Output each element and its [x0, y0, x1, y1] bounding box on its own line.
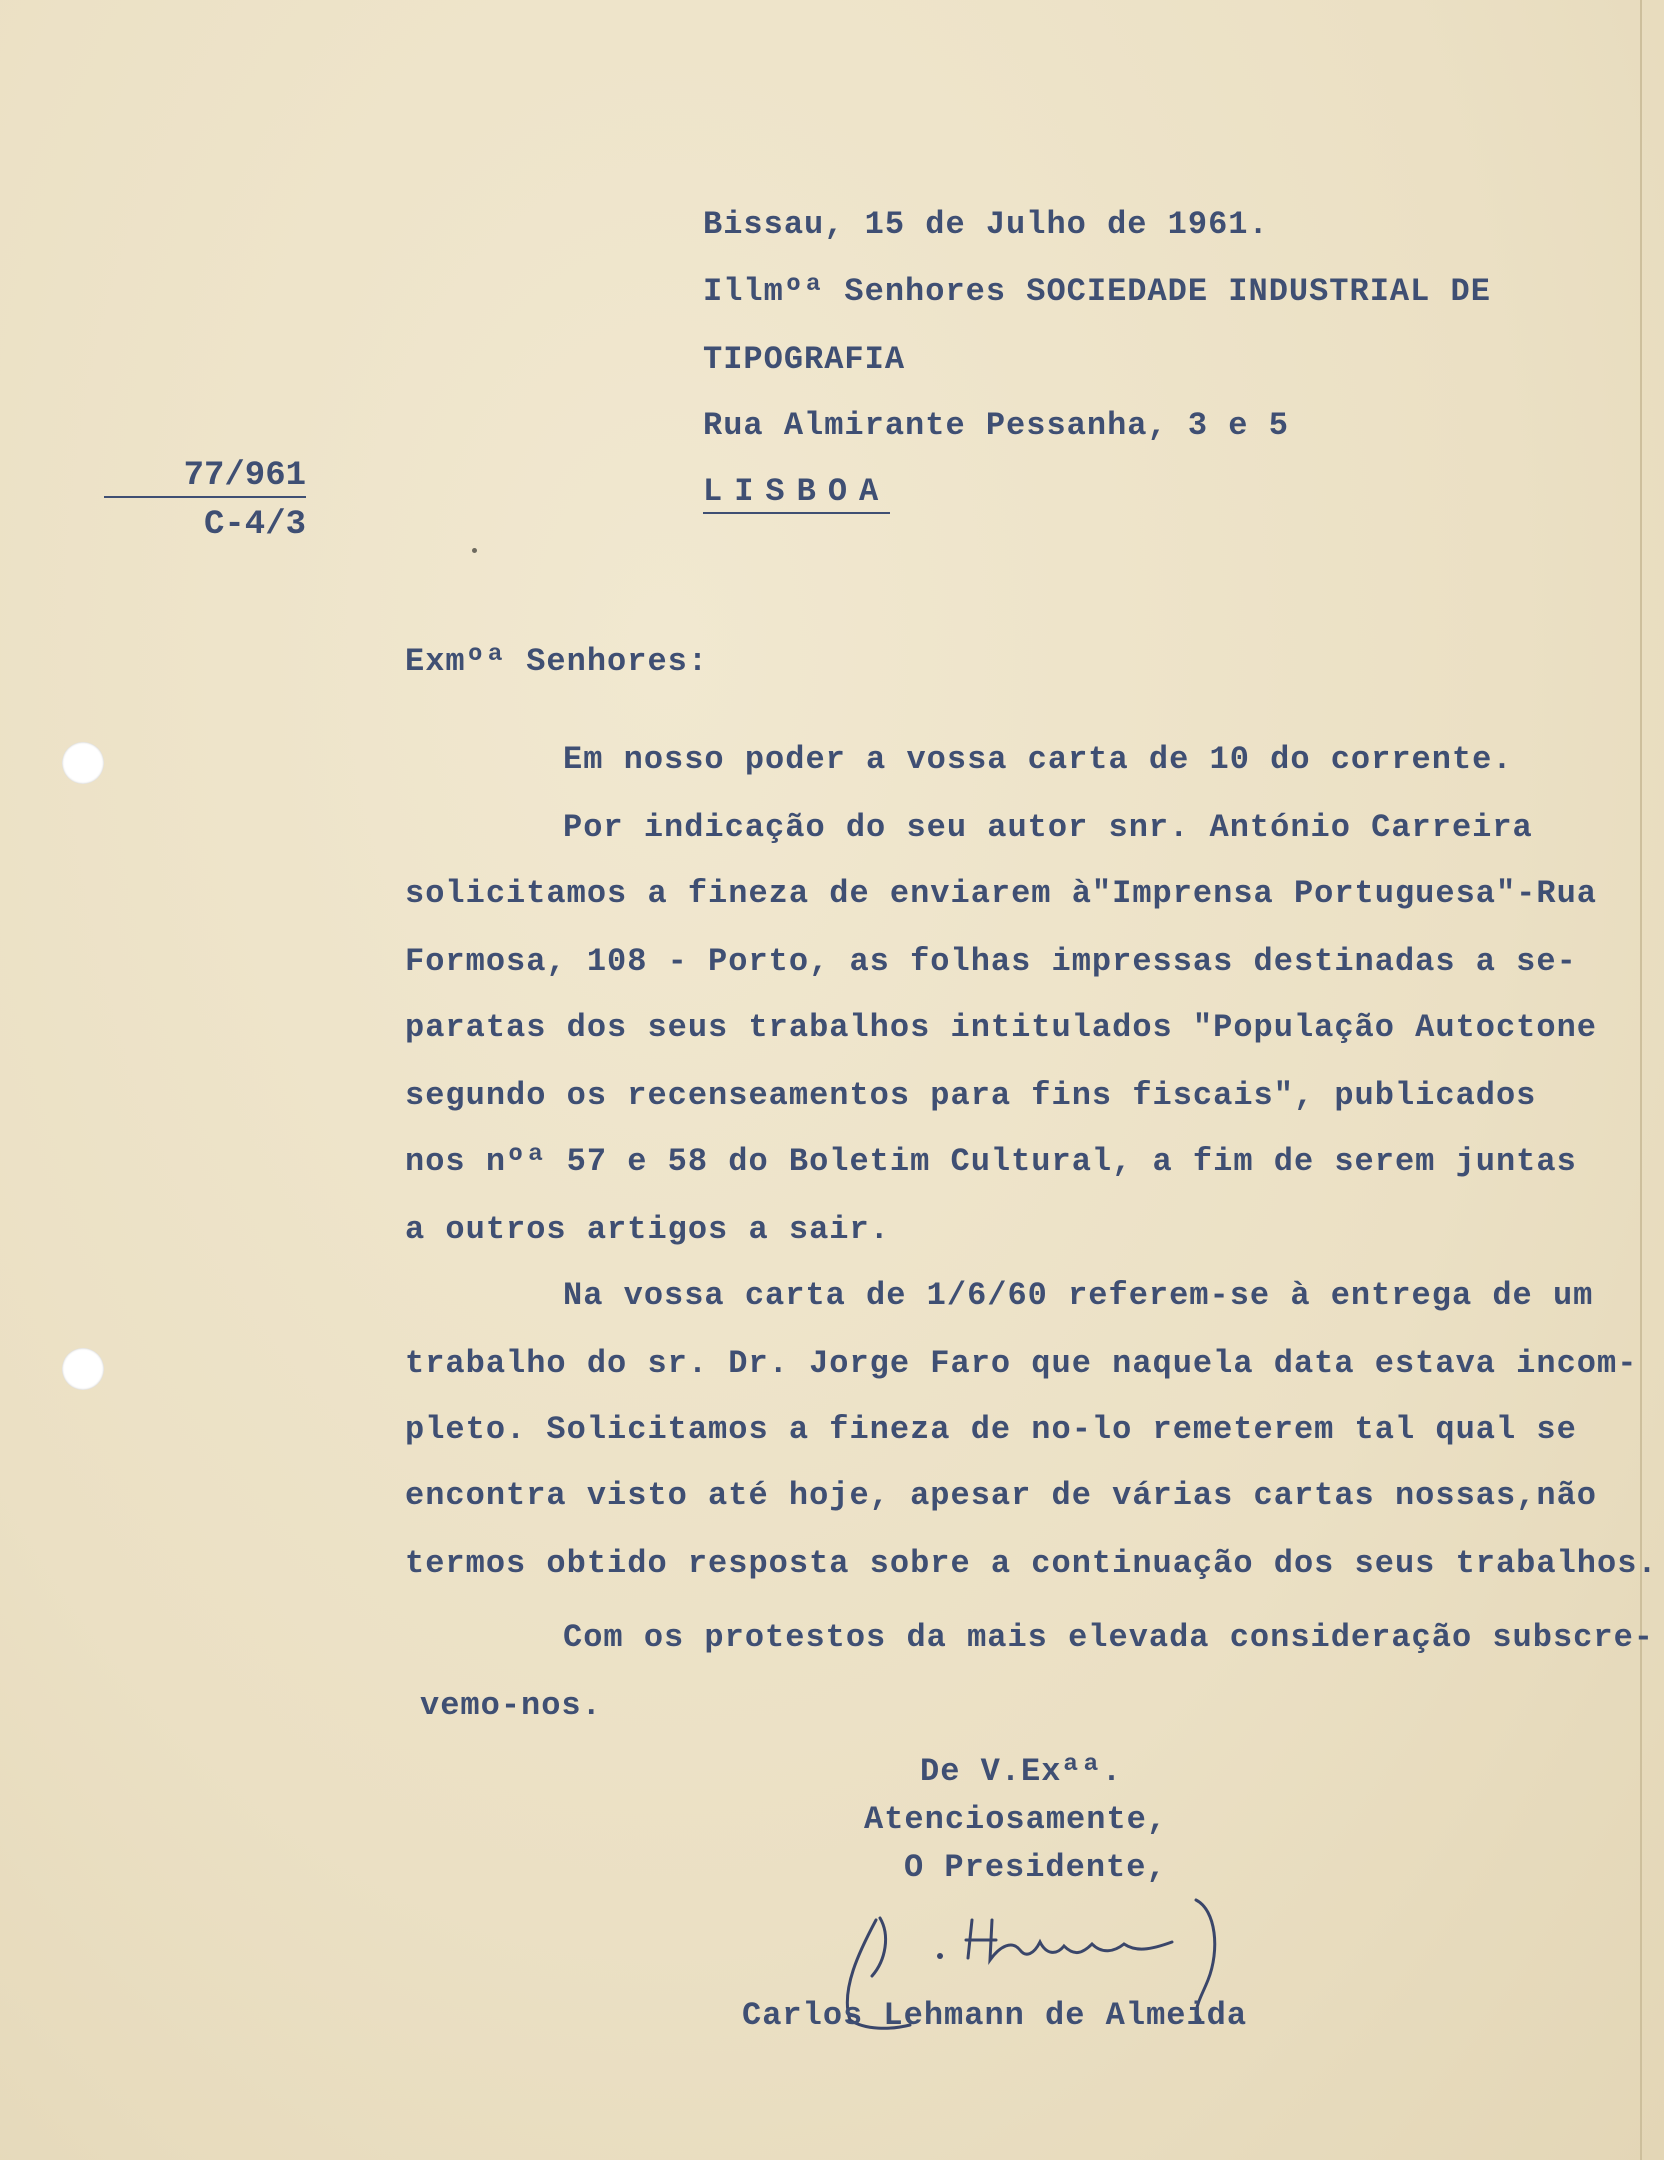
recipient-address: Rua Almirante Pessanha, 3 e 5 — [703, 407, 1289, 444]
closing-line-1: De V.Exªª. — [920, 1753, 1123, 1790]
punch-hole-top — [62, 742, 104, 784]
signer-name: Carlos Lehmann de Almeida — [742, 1997, 1248, 2034]
closing-line-3: O Presidente, — [904, 1849, 1167, 1886]
body-line-1: Em nosso poder a vossa carta de 10 do corrente. — [563, 741, 1513, 778]
recipient-line-1: Illmºª Senhores SOCIEDADE INDUSTRIAL DE — [703, 273, 1491, 310]
body-line-4: Formosa, 108 - Porto, as folhas impressas destinadas a se- — [405, 943, 1577, 980]
body-line-5: paratas dos seus trabalhos intitulados "População Autoctone — [405, 1009, 1597, 1046]
body-line-15: vemo-nos. — [420, 1687, 602, 1724]
body-line-11: pleto. Solicitamos a fineza de no-lo remeterem tal qual se — [405, 1411, 1577, 1448]
salutation: Exmºª Senhores: — [405, 643, 709, 680]
paper-edge — [1640, 0, 1642, 2160]
reference-number: 77/961 — [104, 456, 306, 498]
recipient-line-2: TIPOGRAFIA — [703, 341, 906, 378]
ink-speck — [472, 548, 477, 553]
body-line-14: Com os protestos da mais elevada consideração subscre- — [563, 1619, 1654, 1656]
body-line-13: termos obtido resposta sobre a continuação dos seus trabalhos. — [405, 1545, 1658, 1582]
letter-date: Bissau, 15 de Julho de 1961. — [703, 206, 1269, 243]
body-line-9: Na vossa carta de 1/6/60 referem-se à entrega de um — [563, 1277, 1594, 1314]
recipient-city: LISBOA — [703, 472, 890, 514]
body-line-10: trabalho do sr. Dr. Jorge Faro que naquela data estava incom- — [405, 1345, 1638, 1382]
body-line-12: encontra visto até hoje, apesar de várias cartas nossas,não — [405, 1477, 1597, 1514]
reference-code: C-4/3 — [204, 506, 307, 544]
body-line-6: segundo os recenseamentos para fins fiscais", publicados — [405, 1077, 1537, 1114]
punch-hole-bottom — [62, 1348, 104, 1390]
body-line-3: solicitamos a fineza de enviarem à"Imprensa Portuguesa"-Rua — [405, 875, 1597, 912]
closing-line-2: Atenciosamente, — [864, 1801, 1168, 1838]
body-line-2: Por indicação do seu autor snr. António Carreira — [563, 809, 1533, 846]
body-line-8: a outros artigos a sair. — [405, 1211, 890, 1248]
body-line-7: nos nºª 57 e 58 do Boletim Cultural, a fim de serem juntas — [405, 1143, 1577, 1180]
